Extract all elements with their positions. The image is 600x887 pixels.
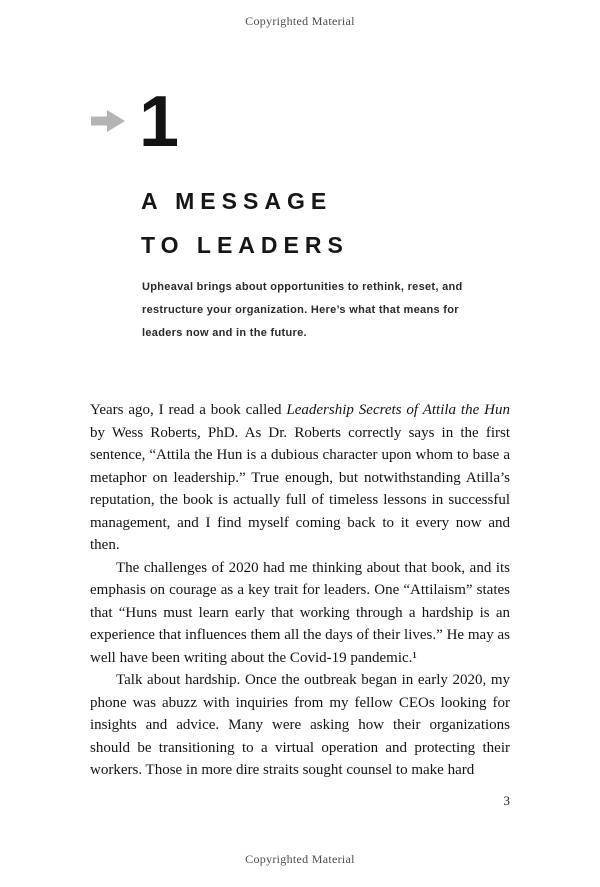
body-text bbox=[90, 399, 510, 782]
right-arrow-shape bbox=[91, 110, 125, 132]
book-title-italic: Leadership Secrets of Attila the Hun bbox=[286, 402, 510, 418]
text-segment: Years ago, I read a book called bbox=[90, 402, 287, 418]
chapter-title bbox=[141, 179, 349, 267]
chapter-title-line-2: TO LEADERS bbox=[141, 232, 349, 258]
text-segment: by Wess Roberts, PhD. As Dr. Roberts correctly says in the first sentence, “Attila the Hun is a dubious character upon whom to base a metaphor on leadership.” True enough, but notwithstanding Atilla’s reputation, the book is actually full of timeless lessons in successful management, and I find myself coming back to it every now and then. bbox=[90, 424, 510, 553]
body-paragraph: The challenges of 2020 had me thinking about that book, and its emphasis on courage as a key trait for leaders. One “Attilaism” states that “Huns must learn early that working through a hardship is an experience that influences them all the days of their lives.” He may as well have been writing about the Covid-19 pandemic.¹ bbox=[90, 559, 510, 666]
body-paragraph bbox=[90, 399, 510, 557]
chapter-title-line-1: A MESSAGE bbox=[141, 188, 333, 214]
chapter-deck-line: restructure your organization. Here’s what that means for bbox=[142, 304, 459, 316]
copyright-notice-top: Copyrighted Material bbox=[245, 14, 355, 28]
chapter-deck-line: leaders now and in the future. bbox=[142, 327, 307, 339]
copyright-notice-bottom: Copyrighted Material bbox=[245, 852, 355, 866]
body-paragraph: Talk about hardship. Once the outbreak began in early 2020, my phone was abuzz with inquiries from my fellow CEOs looking for insights and advice. Many were asking how their organizations should be transitioning to a virtual operation and protecting their workers. Those in more dire straits sought counsel to make hard bbox=[90, 672, 510, 778]
chapter-deck bbox=[142, 276, 502, 345]
right-arrow-icon bbox=[91, 110, 125, 132]
chapter-number: 1 bbox=[139, 82, 180, 162]
page-number: 3 bbox=[503, 793, 510, 808]
chapter-deck-line: Upheaval brings about opportunities to rethink, reset, and bbox=[142, 281, 463, 293]
